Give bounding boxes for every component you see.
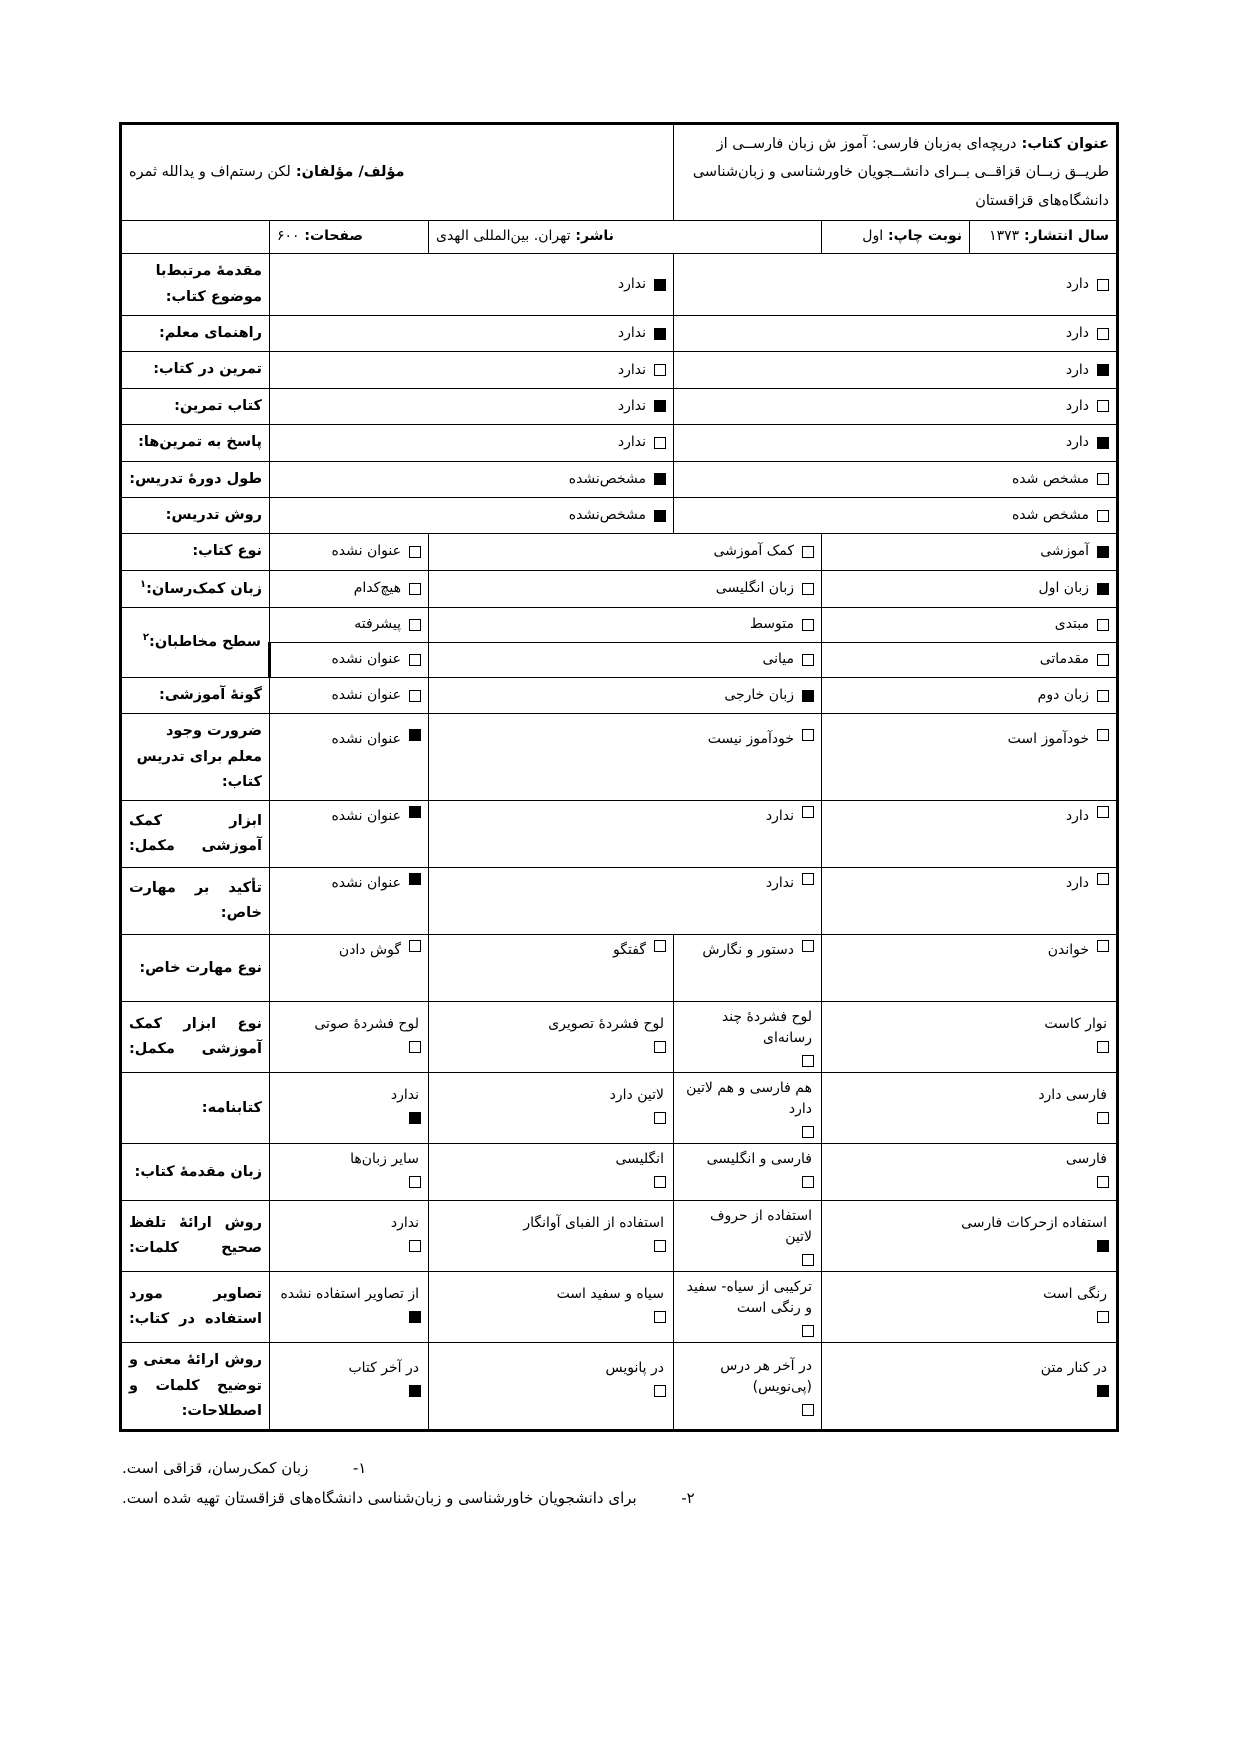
pages-label: صفحات: (299, 228, 364, 245)
footnote-marker: ۲ (142, 632, 150, 644)
checkbox-checked[interactable] (409, 729, 421, 741)
row-label-text: راهنمای معلم: (158, 325, 262, 342)
option-cell[interactable] (269, 607, 428, 642)
checkbox-unchecked[interactable] (1097, 279, 1109, 291)
row-label (120, 254, 269, 316)
form-row (120, 714, 1117, 801)
option-cell[interactable] (269, 534, 428, 570)
option-label: هم فارسی و هم لاتین دارد (686, 1080, 812, 1118)
option-label: خودآموز نیست (707, 731, 794, 748)
checkbox-unchecked[interactable] (802, 654, 814, 666)
row-label (120, 570, 269, 607)
option-label: دارد (1065, 808, 1089, 825)
form-row (120, 352, 1117, 388)
option-label: در آخر کتاب (348, 1360, 419, 1377)
option-cell[interactable] (269, 868, 428, 935)
checkbox-unchecked[interactable] (802, 940, 814, 952)
option-label: ندارد (617, 361, 646, 378)
option-label: دارد (1065, 276, 1089, 293)
option-cell[interactable] (428, 1343, 673, 1431)
option-label: دارد (1065, 325, 1089, 342)
option-cell[interactable] (269, 677, 428, 713)
checkbox-checked[interactable] (1097, 364, 1109, 376)
checkbox-checked[interactable] (409, 873, 421, 885)
form-row (120, 1272, 1117, 1343)
option-label: دارد (1065, 875, 1089, 892)
checkbox-unchecked[interactable] (1097, 473, 1109, 485)
authors-cell (120, 124, 673, 221)
checkbox-unchecked[interactable] (1097, 1176, 1109, 1188)
checkbox-unchecked[interactable] (802, 873, 814, 885)
option-label: سیاه و سفید است (556, 1286, 664, 1303)
checkbox-unchecked[interactable] (654, 1112, 666, 1124)
checkbox-checked[interactable] (409, 1311, 421, 1323)
option-cell[interactable] (269, 1002, 428, 1073)
checkbox-unchecked[interactable] (802, 1126, 814, 1138)
option-label: از تصاویر استفاده نشده (280, 1286, 419, 1303)
option-cell[interactable] (269, 570, 428, 607)
checkbox-checked[interactable] (409, 806, 421, 818)
option-label: گفتگو (613, 942, 646, 959)
checkbox-unchecked[interactable] (654, 1041, 666, 1053)
option-cell[interactable] (428, 1002, 673, 1073)
option-cell[interactable] (428, 714, 821, 801)
option-cell[interactable] (428, 607, 821, 642)
checkbox-unchecked[interactable] (1097, 1311, 1109, 1323)
checkbox-checked[interactable] (1097, 546, 1109, 558)
form-row (120, 461, 1117, 497)
edition-label-cell (822, 220, 970, 253)
option-cell[interactable] (673, 352, 1117, 388)
option-cell[interactable] (822, 801, 1118, 868)
checkbox-checked[interactable] (1097, 437, 1109, 449)
option-cell[interactable] (673, 425, 1117, 461)
option-cell[interactable] (269, 1201, 428, 1272)
form-row (120, 677, 1117, 713)
row-label (120, 534, 269, 570)
option-label: پیشرفته (354, 616, 401, 633)
option-label: ندارد (617, 397, 646, 414)
checkbox-unchecked[interactable] (409, 546, 421, 558)
checkbox-unchecked[interactable] (654, 1311, 666, 1323)
option-label: ندارد (617, 325, 646, 342)
option-label: در آخر هر درس (پی‌نویس) (720, 1358, 812, 1396)
checkbox-checked[interactable] (654, 473, 666, 485)
row-label-text: تأکید بر مهارت خاص: (128, 879, 262, 922)
form-row (120, 1002, 1117, 1073)
form-row (120, 388, 1117, 424)
form-row (120, 1144, 1117, 1201)
form-row (120, 642, 1117, 677)
checkbox-unchecked[interactable] (802, 1404, 814, 1416)
row-label (120, 352, 269, 388)
option-label: عنوان نشده (331, 875, 401, 892)
option-cell[interactable] (428, 868, 821, 935)
row-label-text: کتاب تمرین: (174, 397, 262, 414)
option-label: ندارد (765, 808, 794, 825)
checkbox-unchecked[interactable] (1097, 690, 1109, 702)
form-row (120, 935, 1117, 1002)
header-row-publication (120, 220, 1117, 253)
option-label: هیچ‌کدام (353, 580, 401, 597)
checkbox-unchecked[interactable] (1097, 400, 1109, 412)
option-cell[interactable] (269, 352, 673, 388)
footnote-number: ۲- (681, 1488, 695, 1507)
row-label (120, 868, 269, 935)
checkbox-unchecked[interactable] (802, 583, 814, 595)
option-cell[interactable] (822, 642, 1118, 677)
checkbox-unchecked[interactable] (409, 1176, 421, 1188)
row-label-text: زبان کمک‌رسان: (146, 580, 262, 597)
option-cell[interactable] (269, 425, 673, 461)
option-label: لوح فشردهٔ تصویری (548, 1016, 664, 1033)
publication-year-value: ۱۳۷۳ (989, 228, 1020, 245)
row-label-text: تصاویر مورد استفاده در کتاب: (128, 1285, 262, 1328)
row-label-text: طول دورهٔ تدریس: (129, 470, 262, 487)
publisher-value: تهران. بین‌المللی الهدی (435, 228, 571, 245)
row-label (120, 497, 269, 533)
row-label-text: کتابنامه: (201, 1099, 262, 1116)
book-title-cell (673, 124, 1117, 221)
spacer-cell (120, 220, 269, 253)
footnote-line (122, 1454, 1119, 1483)
checkbox-unchecked[interactable] (1097, 619, 1109, 631)
option-cell[interactable] (822, 935, 1118, 1002)
option-label: فارسی دارد (1038, 1087, 1107, 1104)
row-label (120, 461, 269, 497)
option-cell[interactable] (673, 316, 1117, 352)
option-label: لوح فشردهٔ چند رسانه‌ای (721, 1009, 812, 1047)
checkbox-unchecked[interactable] (409, 1240, 421, 1252)
row-label (120, 1201, 269, 1272)
checkbox-checked[interactable] (409, 1112, 421, 1124)
option-label: مقدماتی (1039, 651, 1089, 668)
checkbox-checked[interactable] (1097, 1240, 1109, 1252)
option-label: آموزشی (1040, 543, 1089, 560)
header-row-title (120, 124, 1117, 221)
row-label (120, 316, 269, 352)
option-label: زبان دوم (1037, 687, 1089, 704)
option-cell[interactable] (428, 801, 821, 868)
form-row (120, 868, 1117, 935)
checkbox-checked[interactable] (802, 690, 814, 702)
option-cell[interactable] (269, 1073, 428, 1144)
option-label: میانی (762, 651, 794, 668)
row-label (120, 1272, 269, 1343)
row-label (120, 1002, 269, 1073)
option-label: ندارد (617, 434, 646, 451)
checkbox-unchecked[interactable] (409, 1041, 421, 1053)
option-label: گوش دادن (338, 942, 401, 959)
footnote-number: ۱- (352, 1459, 367, 1478)
option-cell[interactable] (269, 461, 673, 497)
checkbox-checked[interactable] (1097, 1385, 1109, 1397)
option-label: استفاده از‌حرکات فارسی (961, 1215, 1107, 1232)
option-label: زبان خارجی (724, 687, 794, 704)
option-cell[interactable] (673, 461, 1117, 497)
option-cell[interactable] (269, 801, 428, 868)
option-label: ندارد (765, 875, 794, 892)
checkbox-unchecked[interactable] (1097, 654, 1109, 666)
option-label: عنوان نشده (331, 731, 401, 748)
checkbox-unchecked[interactable] (802, 619, 814, 631)
option-cell[interactable] (428, 570, 821, 607)
option-label: در کنار متن (1040, 1360, 1107, 1377)
publisher-label-cell (428, 220, 821, 253)
footnote-marker: ۱ (139, 578, 147, 590)
option-label: سایر زبان‌ها (350, 1151, 419, 1168)
form-row (120, 607, 1117, 642)
form-row (120, 254, 1117, 316)
row-label (120, 1073, 269, 1144)
option-cell[interactable] (822, 677, 1118, 713)
row-label-text: تمرین در کتاب: (153, 361, 262, 378)
checkbox-unchecked[interactable] (409, 619, 421, 631)
checkbox-unchecked[interactable] (1097, 873, 1109, 885)
option-label: مشخص شده (1011, 470, 1089, 487)
option-cell[interactable] (673, 935, 821, 1002)
option-label: ندارد (390, 1087, 419, 1104)
option-cell[interactable] (428, 935, 673, 1002)
checkbox-unchecked[interactable] (802, 806, 814, 818)
option-cell[interactable] (673, 254, 1117, 316)
checkbox-unchecked[interactable] (1097, 510, 1109, 522)
option-cell[interactable] (428, 1201, 673, 1272)
option-cell[interactable] (673, 1272, 821, 1343)
option-cell[interactable] (673, 1073, 821, 1144)
checkbox-unchecked[interactable] (654, 940, 666, 952)
form-row (120, 1201, 1117, 1272)
option-cell[interactable] (269, 1272, 428, 1343)
checkbox-unchecked[interactable] (1097, 328, 1109, 340)
checkbox-unchecked[interactable] (1097, 729, 1109, 741)
checkbox-unchecked[interactable] (1097, 806, 1109, 818)
book-title-value: دریچه‌ای به‌زبان فارسی: آموز ش زبان فارســی از طریــق زبــان قزاقــی بــرای دانشــجویان خاورشناسی و زبان‌شناسی دانشگاه‌های قزاقستان (692, 136, 1109, 209)
option-cell[interactable] (428, 677, 821, 713)
option-label: استفاده از حروف لاتین (710, 1208, 812, 1246)
checkbox-unchecked[interactable] (802, 546, 814, 558)
option-label: مبتدی (1054, 616, 1089, 633)
checkbox-checked[interactable] (654, 510, 666, 522)
option-cell[interactable] (822, 714, 1118, 801)
row-label-text: زبان مقدمهٔ کتاب: (134, 1163, 262, 1180)
option-cell[interactable] (269, 714, 428, 801)
option-cell[interactable] (822, 1144, 1118, 1201)
option-cell[interactable] (822, 1073, 1118, 1144)
form-row (120, 497, 1117, 533)
checkbox-checked[interactable] (654, 328, 666, 340)
option-label: مشخص‌نشده (568, 507, 646, 524)
checkbox-unchecked[interactable] (654, 437, 666, 449)
option-cell[interactable] (269, 935, 428, 1002)
publisher-label: ناشر: (570, 228, 614, 245)
row-label (120, 425, 269, 461)
option-cell[interactable] (822, 1272, 1118, 1343)
option-cell[interactable] (822, 1201, 1118, 1272)
checkbox-unchecked[interactable] (802, 1254, 814, 1266)
option-label: ندارد (390, 1215, 419, 1232)
option-label: خودآموز است (1007, 731, 1089, 748)
option-cell[interactable] (822, 868, 1118, 935)
option-label: در پانویس (605, 1360, 664, 1377)
publication-year-label: سال انتشار: (1019, 228, 1109, 245)
row-label-text: روش تدریس: (165, 506, 262, 523)
option-cell[interactable] (673, 497, 1117, 533)
form-row (120, 1073, 1117, 1144)
option-label: نوار کاست (1044, 1016, 1107, 1033)
option-cell[interactable] (673, 1343, 821, 1431)
checkbox-checked[interactable] (1097, 583, 1109, 595)
form-row (120, 425, 1117, 461)
checkbox-unchecked[interactable] (654, 1176, 666, 1188)
pages-value: ۶۰۰ (276, 228, 300, 245)
checkbox-checked[interactable] (409, 1385, 421, 1397)
checkbox-unchecked[interactable] (409, 940, 421, 952)
option-label: خواندن (1047, 942, 1089, 959)
option-cell[interactable] (822, 1002, 1118, 1073)
option-cell[interactable] (269, 388, 673, 424)
checkbox-unchecked[interactable] (654, 1385, 666, 1397)
option-cell[interactable] (428, 1144, 673, 1201)
option-label: عنوان نشده (331, 651, 401, 668)
row-label (120, 714, 269, 801)
option-cell[interactable] (428, 1073, 673, 1144)
option-label: دارد (1065, 434, 1089, 451)
option-cell[interactable] (822, 534, 1118, 570)
book-evaluation-table (119, 122, 1119, 1432)
option-label: ندارد (617, 276, 646, 293)
row-label-text: روش ارائهٔ تلفظ صحیح کلمات: (128, 1214, 262, 1257)
row-label (120, 607, 269, 677)
option-cell[interactable] (269, 1343, 428, 1431)
option-label: عنوان نشده (331, 808, 401, 825)
checkbox-unchecked[interactable] (654, 1240, 666, 1252)
authors-value: لکن رستم‌اف و یدالله ثمره (128, 164, 291, 181)
form-row (120, 801, 1117, 868)
option-label: عنوان نشده (331, 687, 401, 704)
footnote-line (122, 1484, 1119, 1513)
edition-value: اول (862, 228, 884, 245)
row-label (120, 935, 269, 1002)
option-cell[interactable] (673, 1002, 821, 1073)
row-label-text: پاسخ به تمرین‌ها: (138, 434, 262, 451)
checkbox-unchecked[interactable] (654, 364, 666, 376)
checkbox-unchecked[interactable] (802, 1176, 814, 1188)
option-label: متوسط (750, 616, 794, 633)
option-cell[interactable] (269, 642, 428, 677)
form-row (120, 316, 1117, 352)
checkbox-unchecked[interactable] (409, 690, 421, 702)
option-cell[interactable] (269, 1144, 428, 1201)
option-label: عنوان نشده (331, 543, 401, 560)
row-label-text: نوع کتاب: (192, 543, 262, 560)
option-label: انگلیسی (615, 1151, 664, 1168)
option-label: زبان انگلیسی (715, 580, 794, 597)
option-cell[interactable] (269, 497, 673, 533)
checkbox-unchecked[interactable] (409, 654, 421, 666)
authors-label: مؤلف/ مؤلفان: (290, 164, 405, 181)
publication-year-label-cell (970, 220, 1118, 253)
form-row (120, 534, 1117, 570)
row-label-text: نوع مهارت خاص: (139, 959, 262, 976)
option-cell[interactable] (673, 1144, 821, 1201)
row-label-text: نوع ابزار کمک آموزشی مکمل: (128, 1015, 262, 1058)
row-label-text: سطح مخاطبان: (149, 634, 261, 651)
option-label: مشخص شده (1011, 507, 1089, 524)
option-label: رنگی است (1043, 1286, 1107, 1303)
option-cell[interactable] (269, 254, 673, 316)
checkbox-unchecked[interactable] (802, 1325, 814, 1337)
edition-label: نوبت چاپ: (883, 228, 962, 245)
option-label: فارسی (1065, 1151, 1107, 1168)
option-label: مشخص‌نشده (568, 470, 646, 487)
row-label (120, 1144, 269, 1201)
footnotes (122, 1454, 1119, 1513)
option-label: لاتین دارد (609, 1087, 664, 1104)
option-label: استفاده از الفبای آوانگار (523, 1215, 664, 1232)
row-label-text: روش ارائهٔ معنی و توضیح کلمات و اصطلاحات: (128, 1352, 262, 1420)
option-label: کمک آموزشی (713, 543, 794, 560)
row-label (120, 801, 269, 868)
option-cell[interactable] (673, 388, 1117, 424)
option-label: دارد (1065, 361, 1089, 378)
option-cell[interactable] (673, 1201, 821, 1272)
option-cell[interactable] (822, 570, 1118, 607)
option-label: دستور و نگارش (702, 942, 794, 959)
row-label (120, 677, 269, 713)
row-label-text: ابزار کمک آموزشی مکمل: (128, 812, 262, 855)
footnote-text: برای دانشجویان خاورشناسی و زبان‌شناسی دانشگاه‌های قزاقستان تهیه شده است. (122, 1488, 637, 1507)
checkbox-unchecked[interactable] (1097, 940, 1109, 952)
pages-label-cell (269, 220, 428, 253)
row-label-text: ضرورت وجود معلم برای تدریس کتاب: (136, 723, 262, 790)
form-row (120, 1343, 1117, 1431)
row-label-text: گونهٔ آموزشی: (159, 686, 262, 703)
row-label-text: مقدمهٔ مرتبط‌با موضوع کتاب: (155, 263, 262, 305)
checkbox-checked[interactable] (654, 400, 666, 412)
option-cell[interactable] (822, 1343, 1118, 1431)
option-cell[interactable] (822, 607, 1118, 642)
option-label: ترکیبی از سیاه- سفید و رنگی است (686, 1279, 812, 1317)
checkbox-unchecked[interactable] (409, 583, 421, 595)
form-row (120, 570, 1117, 607)
checkbox-unchecked[interactable] (802, 729, 814, 741)
option-label: فارسی و انگلیسی (706, 1151, 812, 1168)
option-label: دارد (1065, 397, 1089, 414)
checkbox-unchecked[interactable] (1097, 1112, 1109, 1124)
checkbox-checked[interactable] (654, 279, 666, 291)
row-label (120, 1343, 269, 1431)
checkbox-unchecked[interactable] (1097, 1041, 1109, 1053)
footnote-text: زبان کمک‌رسان، قزاقی است. (122, 1459, 309, 1478)
checkbox-unchecked[interactable] (802, 1055, 814, 1067)
option-cell[interactable] (428, 534, 821, 570)
option-cell[interactable] (428, 642, 821, 677)
option-label: لوح فشردهٔ صوتی (314, 1016, 419, 1033)
option-cell[interactable] (428, 1272, 673, 1343)
option-label: زبان اول (1038, 580, 1089, 597)
row-label (120, 388, 269, 424)
option-cell[interactable] (269, 316, 673, 352)
book-title-label: عنوان کتاب: (1016, 136, 1109, 152)
